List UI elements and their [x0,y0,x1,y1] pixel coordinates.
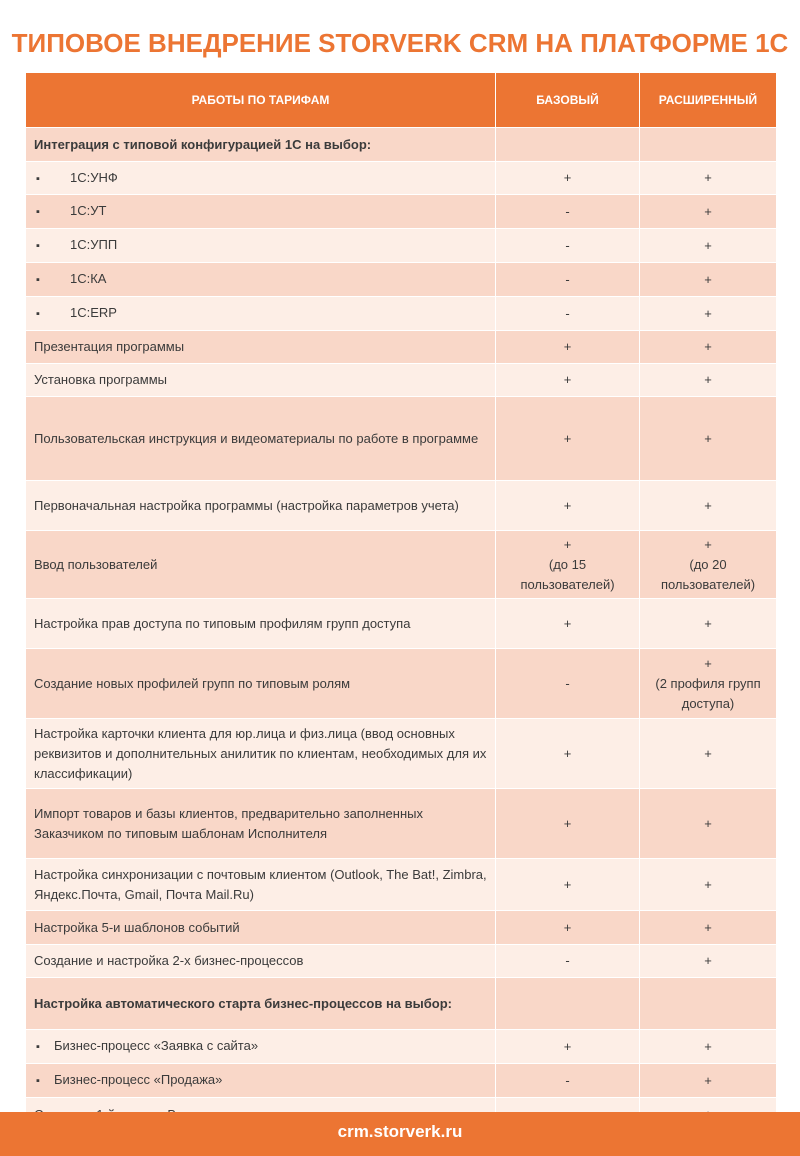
basic-value [496,978,640,1030]
table-row [26,229,777,263]
row-label-text: Создание новых профилей групп по типовым ролям [34,675,351,691]
extended-value: + [640,945,777,978]
extended-value: + [640,229,777,263]
basic-value: - [496,297,640,331]
table-row [26,719,777,789]
extended-value: + [640,719,777,789]
basic-value: + [496,397,640,481]
row-label [26,1064,496,1098]
basic-value: + [496,364,640,397]
row-label-text: ▪ 1С:УПП [36,237,117,252]
extended-value: + (2 профиля групп доступа) [640,649,777,719]
row-label [26,397,496,481]
table-row [26,297,777,331]
row-label-text: Настройка синхронизации с почтовым клиентом (Outlook, The Bat!, Zimbra, Яндекс.Почта, Gmail, Почта Mail.Ru) [34,866,487,902]
table-row [26,911,777,945]
table-row [26,128,777,162]
basic-value: - [496,1064,640,1098]
row-label [26,945,496,978]
row-label [26,978,496,1030]
footer-url: crm.storverk.ru [0,1112,800,1156]
row-label-text: ▪ Бизнес-процесс «Продажа» [36,1072,222,1087]
basic-value: + [496,1030,640,1064]
row-label [26,719,496,789]
row-label-text: Интеграция с типовой конфигурацией 1С на выбор: [34,136,372,152]
table-row [26,1064,777,1098]
row-label-text: Настройка автоматического старта бизнес-процессов на выбор: [34,995,452,1011]
row-label-text: Настройка прав доступа по типовым профилям групп доступа [34,615,411,631]
table-header-row [26,73,777,128]
page-title: ТИПОВОЕ ВНЕДРЕНИЕ STORVERK CRM НА ПЛАТФОРМЕ 1С [11,28,789,58]
row-label [26,859,496,911]
row-label [26,599,496,649]
table-row [26,859,777,911]
table-row [26,481,777,531]
row-label [26,481,496,531]
extended-value [640,128,777,162]
table-row [26,195,777,229]
extended-value: + [640,911,777,945]
basic-value: - [496,263,640,297]
row-label [26,229,496,263]
table-row [26,162,777,195]
table-row [26,531,777,599]
row-label [26,162,496,195]
table-row [26,331,777,364]
basic-value: - [496,229,640,263]
tariff-table [25,72,777,1132]
extended-value: + [640,1064,777,1098]
extended-value: + [640,397,777,481]
table-row [26,789,777,859]
extended-value: + [640,162,777,195]
extended-value: + (до 20 пользователей) [640,531,777,599]
row-label-text: ▪ 1С:УТ [36,203,106,218]
extended-value: + [640,364,777,397]
extended-value: + [640,859,777,911]
table-row [26,599,777,649]
row-label-text: Первоначальная настройка программы (настройка параметров учета) [34,497,459,513]
row-label-text: ▪ 1С:ERP [36,305,117,320]
row-label-text: Импорт товаров и базы клиентов, предварительно заполненных Заказчиком по типовым шаблонам Исполнителя [34,805,423,841]
extended-value: + [640,1030,777,1064]
table-row [26,649,777,719]
extended-value: + [640,481,777,531]
extended-value: + [640,263,777,297]
row-label-text: ▪ 1С:УНФ [36,170,118,185]
row-label [26,911,496,945]
basic-value: + (до 15 пользователей) [496,531,640,599]
header-basic: БАЗОВЫЙ [496,73,640,128]
extended-value: + [640,599,777,649]
extended-value: + [640,789,777,859]
row-label-text: Установка программы [34,372,167,387]
table-body [26,128,777,1132]
row-label [26,531,496,599]
row-label [26,1030,496,1064]
row-label [26,128,496,162]
row-label [26,195,496,229]
basic-value: - [496,945,640,978]
header-extended: РАСШИРЕННЫЙ [640,73,777,128]
table-row [26,978,777,1030]
basic-value: - [496,195,640,229]
extended-value [640,978,777,1030]
row-label-text: Создание и настройка 2-х бизнес-процессов [34,953,304,968]
basic-value: + [496,911,640,945]
basic-value: + [496,162,640,195]
row-label [26,331,496,364]
tariff-table-container [25,72,776,1112]
header-works: РАБОТЫ ПО ТАРИФАМ [26,73,496,128]
table-row [26,1030,777,1064]
basic-value: - [496,649,640,719]
row-label-text: Презентация программы [34,339,185,354]
row-label [26,364,496,397]
extended-value: + [640,195,777,229]
row-label-text: Пользовательская инструкция и видеоматериалы по работе в программе [34,430,479,446]
row-label [26,263,496,297]
row-label [26,297,496,331]
basic-value [496,128,640,162]
basic-value: + [496,719,640,789]
extended-value: + [640,331,777,364]
row-label-text: ▪ 1С:КА [36,271,106,286]
row-label-text: Настройка 5-и шаблонов событий [34,919,240,935]
row-label [26,789,496,859]
row-label-text: ▪ Бизнес-процесс «Заявка с сайта» [36,1038,258,1053]
row-label [26,649,496,719]
row-label-text: Настройка карточки клиента для юр.лица и физ.лица (ввод основных реквизитов и дополнительных анилитик по клиентам, необходимых для их классификации) [34,725,487,781]
table-row [26,364,777,397]
basic-value: + [496,859,640,911]
basic-value: + [496,789,640,859]
basic-value: + [496,481,640,531]
basic-value: + [496,331,640,364]
table-row [26,945,777,978]
table-row [26,263,777,297]
table-row [26,397,777,481]
basic-value: + [496,599,640,649]
extended-value: + [640,297,777,331]
row-label-text: Ввод пользователей [34,556,158,572]
